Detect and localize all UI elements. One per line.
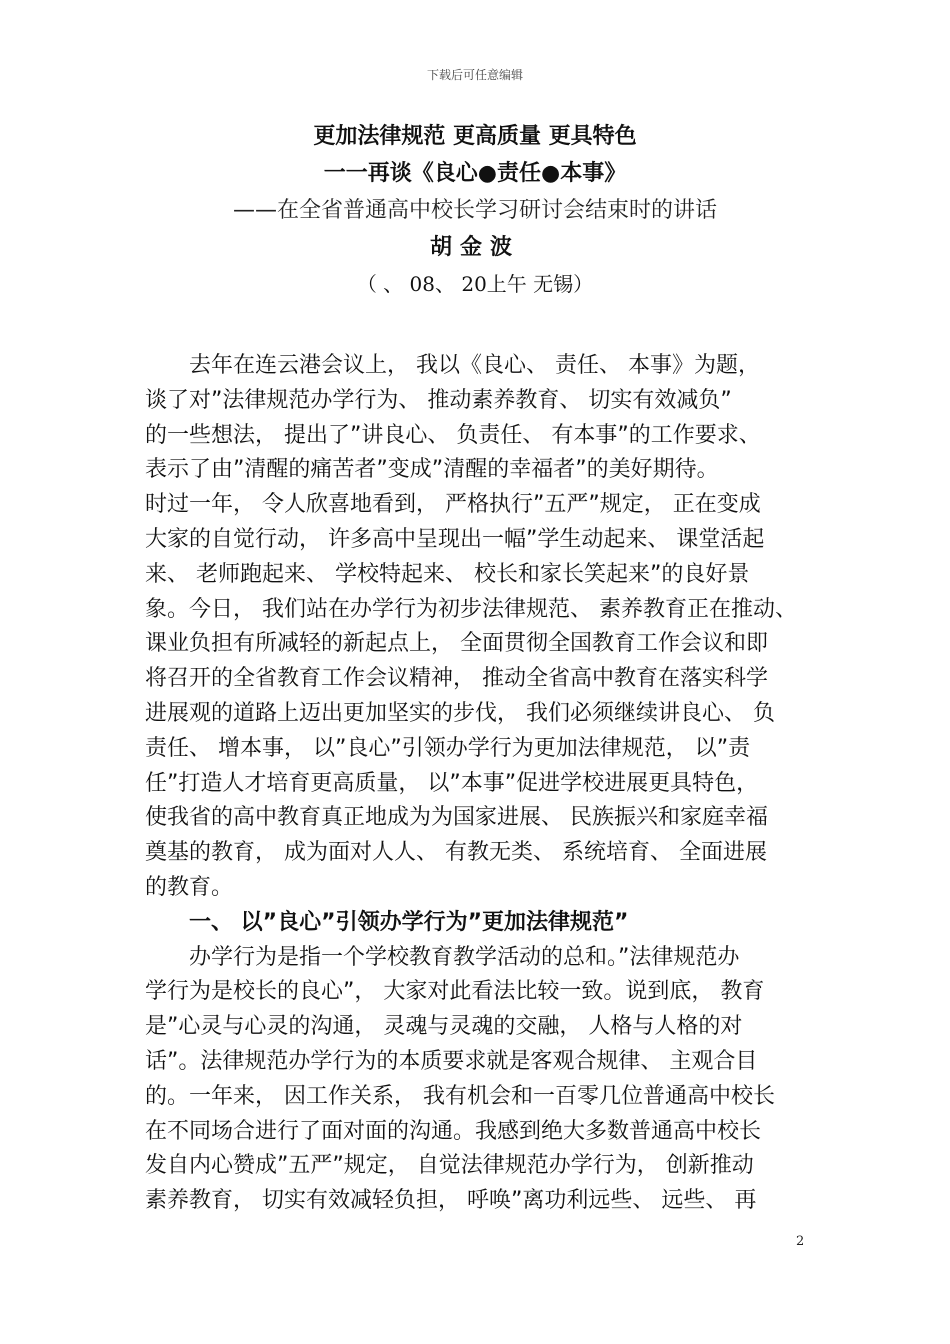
page-number: 2: [796, 1234, 805, 1249]
section-heading: 一、 以”良心”引领办学行为”更加法律规范”: [145, 909, 629, 935]
section-line: 素养教育， 切实有效减轻负担， 呼唤”离功利远些、 远些、 再: [145, 1188, 757, 1214]
body-line: 使我省的高中教育真正地成为为国家进展、 民族振兴和家庭幸福: [145, 805, 768, 831]
body-line: 任”打造人才培育更高质量， 以”本事”促进学校进展更具特色，: [145, 770, 759, 796]
body-line: 大家的自觉行动， 许多高中呈现出一幅”学生动起来、 课堂活起: [145, 526, 765, 552]
occasion-line: ——在全省普通高中校长学习研讨会结束时的讲话: [232, 198, 717, 223]
body-line: 进展观的道路上迈出更加坚实的步伐， 我们必须继续讲良心、 负: [145, 700, 775, 726]
date-location: （ 、 08、 20上午 无锡）: [356, 272, 594, 296]
body-line: 奠基的教育， 成为面对人人、 有教无类、 系统培育、 全面进展: [145, 840, 767, 866]
author-name: 胡金波: [429, 235, 520, 260]
body-line: 课业负担有所减轻的新起点上， 全面贯彻全国教育工作会议和即: [145, 631, 768, 657]
section-line: 在不同场合进行了面对面的沟通。我感到绝大多数普通高中校长: [145, 1118, 762, 1144]
header-note: 下载后可任意编辑: [426, 68, 523, 82]
section-line: 办学行为是指一个学校教育教学活动的总和。”法律规范办: [145, 944, 740, 970]
section-line: 话”。法律规范办学行为的本质要求就是客观合规律、 主观合目: [145, 1048, 758, 1074]
body-text: [145, 349, 810, 1219]
body-line: 来、 老师跑起来、 学校特起来、 校长和家长笑起来”的良好景: [145, 561, 750, 587]
body-line: 谈了对”法律规范办学行为、 推动素养教育、 切实有效减负”: [145, 387, 732, 413]
section-line: 的。一年来， 因工作关系， 我有机会和一百零几位普通高中校长: [145, 1083, 775, 1109]
section-line: 学行为是校长的良心”， 大家对此看法比较一致。说到底， 教育: [145, 979, 765, 1005]
section-line: 是”心灵与心灵的沟通， 灵魂与灵魂的交融， 人格与人格的对: [145, 1014, 743, 1040]
body-line: 将召开的全省教育工作会议精神， 推动全省高中教育在落实科学: [145, 666, 768, 692]
body-line: 时过一年， 令人欣喜地看到， 严格执行”五严”规定， 正在变成: [145, 492, 761, 518]
body-line: 责任、 增本事， 以”良心”引领办学行为更加法律规范， 以”责: [145, 735, 751, 761]
body-line: 的教育。: [145, 874, 234, 900]
body-line: 象。今日， 我们站在办学行为初步法律规范、 素养教育正在推动、: [145, 596, 797, 622]
body-line: 去年在连云港会议上， 我以《良心、 责任、 本事》为题，: [145, 353, 760, 378]
main-title: 更加法律规范 更高质量 更具特色: [313, 124, 637, 149]
body-line: 表示了由”清醒的痛苦者”变成”清醒的幸福者”的美好期待。: [145, 457, 719, 483]
subtitle: 一一再谈《良心●责任●本事》: [323, 161, 627, 186]
section-line: 发自内心赞成”五严”规定， 自觉法律规范办学行为， 创新推动: [145, 1153, 754, 1179]
title-block: [0, 118, 950, 303]
body-line: 的一些想法， 提出了”讲良心、 负责任、 有本事”的工作要求、: [145, 422, 761, 448]
